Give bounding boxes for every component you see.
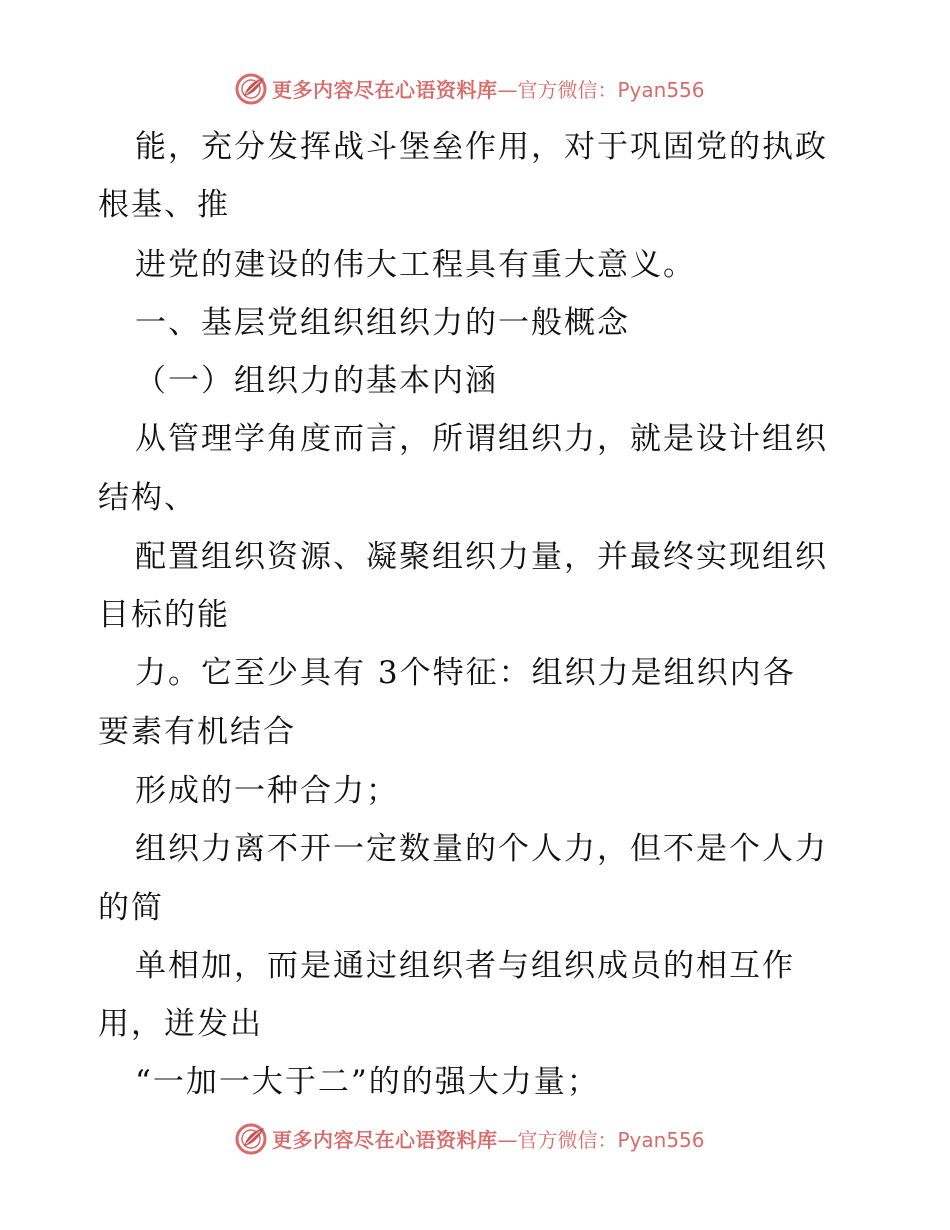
text-line-7: 结构、 xyxy=(98,480,197,516)
leaf-ring-icon xyxy=(234,1122,268,1156)
footer-contact-text: —官方微信：Pyan556 xyxy=(497,1128,705,1152)
text-line-13: 组织力离不开一定数量的个人力，但不是个人力 xyxy=(135,831,828,867)
header-contact-text: —官方微信：Pyan556 xyxy=(497,78,705,102)
footer-site-text: 更多内容尽在心语资料库 xyxy=(272,1128,498,1152)
text-line-1: 能，充分发挥战斗堡垒作用，对于巩固党的执政 xyxy=(135,129,828,165)
text-line-2: 根基、推 xyxy=(98,187,230,223)
text-line-6: 从管理学角度而言，所谓组织力，就是设计组织 xyxy=(135,421,828,457)
text-line-3: 进党的建设的伟大工程具有重大意义。 xyxy=(135,247,696,283)
text-line-11: 要素有机结合 xyxy=(98,714,296,750)
text-line-16: 用，迸发出 xyxy=(98,1006,263,1042)
header-banner-text xyxy=(272,76,705,104)
text-line-15: 单相加，而是通过组织者与组织成员的相互作 xyxy=(135,948,795,984)
footer-banner xyxy=(0,1120,950,1160)
header-banner xyxy=(0,70,950,110)
text-line-17: “一加一大于二”的的强大力量； xyxy=(135,1064,600,1100)
text-line-12: 形成的一种合力； xyxy=(135,773,399,809)
header-site-text: 更多内容尽在心语资料库 xyxy=(272,78,498,102)
footer-banner-text xyxy=(272,1126,705,1154)
section-heading: 一、基层党组织组织力的一般概念 xyxy=(135,305,630,341)
subsection-heading: （一）组织力的基本内涵 xyxy=(135,363,498,399)
text-line-8: 配置组织资源、凝聚组织力量，并最终实现组织 xyxy=(135,539,828,575)
text-line-9: 目标的能 xyxy=(98,597,230,633)
text-line-10: 力。它至少具有 3个特征：组织力是组织内各 xyxy=(135,655,796,691)
leaf-ring-icon xyxy=(234,72,268,106)
text-line-14: 的简 xyxy=(98,890,164,926)
